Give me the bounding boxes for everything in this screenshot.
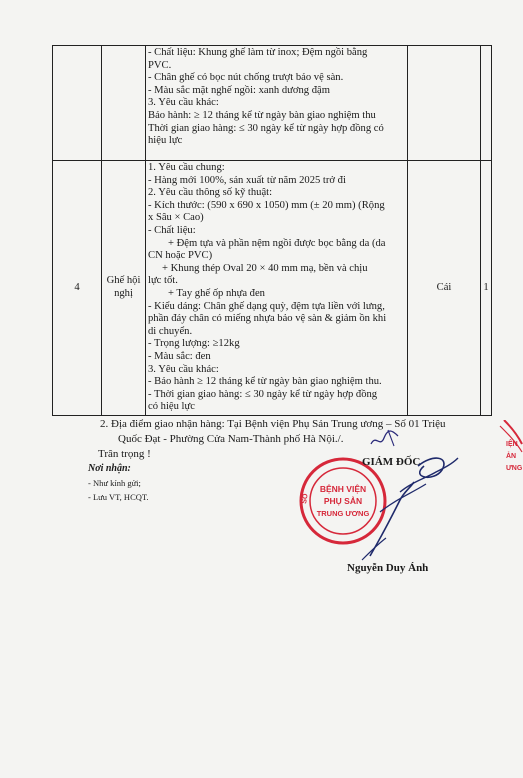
unit-cell-empty bbox=[408, 46, 481, 161]
desc-line: - Kích thước: (590 x 690 x 1050) mm (± 20 mm) (Rộng bbox=[148, 199, 385, 211]
qty-cell-empty bbox=[481, 46, 492, 161]
desc-line: x Sâu × Cao) bbox=[148, 212, 204, 224]
stt-cell: 4 bbox=[53, 161, 102, 416]
edge-text: IỆN bbox=[506, 441, 518, 448]
spec-table bbox=[52, 45, 492, 416]
material-line: CN hoặc PVC) bbox=[148, 250, 213, 262]
edge-text: ƯNG bbox=[506, 465, 523, 472]
desc-line: 3. Yêu cầu khác: bbox=[148, 363, 219, 375]
delivery-location bbox=[100, 417, 500, 447]
desc-line: di chuyển. bbox=[148, 325, 193, 337]
quantity-cell: 1 bbox=[481, 161, 492, 416]
unit-cell: Cái bbox=[408, 161, 481, 416]
desc-line: 2. Yêu cầu thông số kỹ thuật: bbox=[148, 187, 273, 199]
table-row-4 bbox=[53, 161, 492, 416]
desc-line: 1. Yêu cầu chung: bbox=[148, 162, 225, 173]
description-cell bbox=[146, 161, 408, 416]
desc-line: - Màu sắc mặt nghế ngồi: xanh dương đậm bbox=[148, 84, 330, 96]
desc-line: PVC. bbox=[148, 59, 172, 71]
seal-line-2: PHỤ SẢN bbox=[323, 496, 363, 506]
seal-line-3: TRUNG ƯƠNG bbox=[316, 509, 370, 518]
name-cell-empty bbox=[102, 46, 146, 161]
edge-text: ẢN bbox=[506, 453, 517, 460]
recipient-item: - Như kính gửi; bbox=[88, 478, 141, 488]
signer-title: GIÁM ĐỐC bbox=[362, 456, 421, 468]
desc-line: - Chất liệu: bbox=[148, 224, 196, 236]
desc-line: - Trọng lượng: ≥12kg bbox=[148, 338, 240, 350]
seal-line-1: BỆNH VIỆN bbox=[319, 484, 367, 494]
desc-line: hiệu lực bbox=[148, 135, 183, 147]
adjacent-page-seal-fragment bbox=[498, 420, 523, 510]
desc-line: - Màu sắc: đen bbox=[148, 350, 211, 362]
initial-mark-icon bbox=[368, 426, 404, 452]
desc-line: phần đáy chân có miếng nhựa bảo vệ sàn & giảm ồn khi bbox=[148, 313, 387, 325]
recipients-title: Nơi nhận: bbox=[88, 463, 131, 474]
seal-ring-text: SỐ bbox=[301, 493, 310, 505]
delivery-line: 2. Địa điểm giao nhận hàng: Tại Bệnh viện Phụ Sản Trung ương – Số 01 Triệu bbox=[100, 418, 446, 430]
closing-thanks: Trân trọng ! bbox=[98, 448, 151, 460]
stt-cell-empty bbox=[53, 46, 102, 161]
signer-name: Nguyễn Duy Ánh bbox=[347, 562, 429, 574]
desc-line: Thời gian giao hàng: ≤ 30 ngày kể từ ngày hợp đồng có bbox=[148, 122, 384, 134]
material-line: + Đệm tựa và phần nệm ngồi được bọc bằng da (da bbox=[168, 237, 386, 249]
desc-line: - Bảo hành ≥ 12 tháng kể từ ngày bàn giao nghiệm thu. bbox=[148, 376, 382, 388]
table-row-prev bbox=[53, 46, 492, 161]
desc-line: có hiệu lực bbox=[148, 401, 195, 413]
desc-line: Bảo hành: ≥ 12 tháng kể từ ngày bàn giao nghiệm thu bbox=[148, 109, 376, 121]
material-line: + Khung thép Oval 20 × 40 mm mạ, bền và chịu bbox=[162, 262, 368, 274]
signature-icon bbox=[340, 452, 480, 572]
desc-line: 3. Yêu cầu khác: bbox=[148, 97, 219, 109]
material-line: + Tay ghế ốp nhựa đen bbox=[168, 287, 265, 299]
desc-line: - Thời gian giao hàng: ≤ 30 ngày kể từ ngày hợp đồng bbox=[148, 388, 378, 400]
material-line: lực tốt. bbox=[148, 275, 178, 287]
item-name-cell: Ghế hội nghị bbox=[102, 161, 146, 416]
desc-line: - Hàng mới 100%, sản xuất từ năm 2025 trở đi bbox=[148, 174, 346, 186]
desc-line: - Chất liệu: Khung ghế làm từ inox; Đệm ngồi bằng bbox=[148, 47, 368, 58]
desc-line: - Chân ghế có bọc nút chống trượt bảo vệ sàn. bbox=[148, 72, 344, 84]
description-cell-prev bbox=[146, 46, 408, 161]
recipient-item: - Lưu VT, HCQT. bbox=[88, 492, 149, 502]
desc-line: - Kiểu dáng: Chân ghế dạng quỳ, đệm tựa liền với lưng, bbox=[148, 300, 385, 312]
delivery-line-cont: Quốc Đạt - Phường Cửa Nam-Thành phố Hà Nội./. bbox=[118, 433, 344, 445]
